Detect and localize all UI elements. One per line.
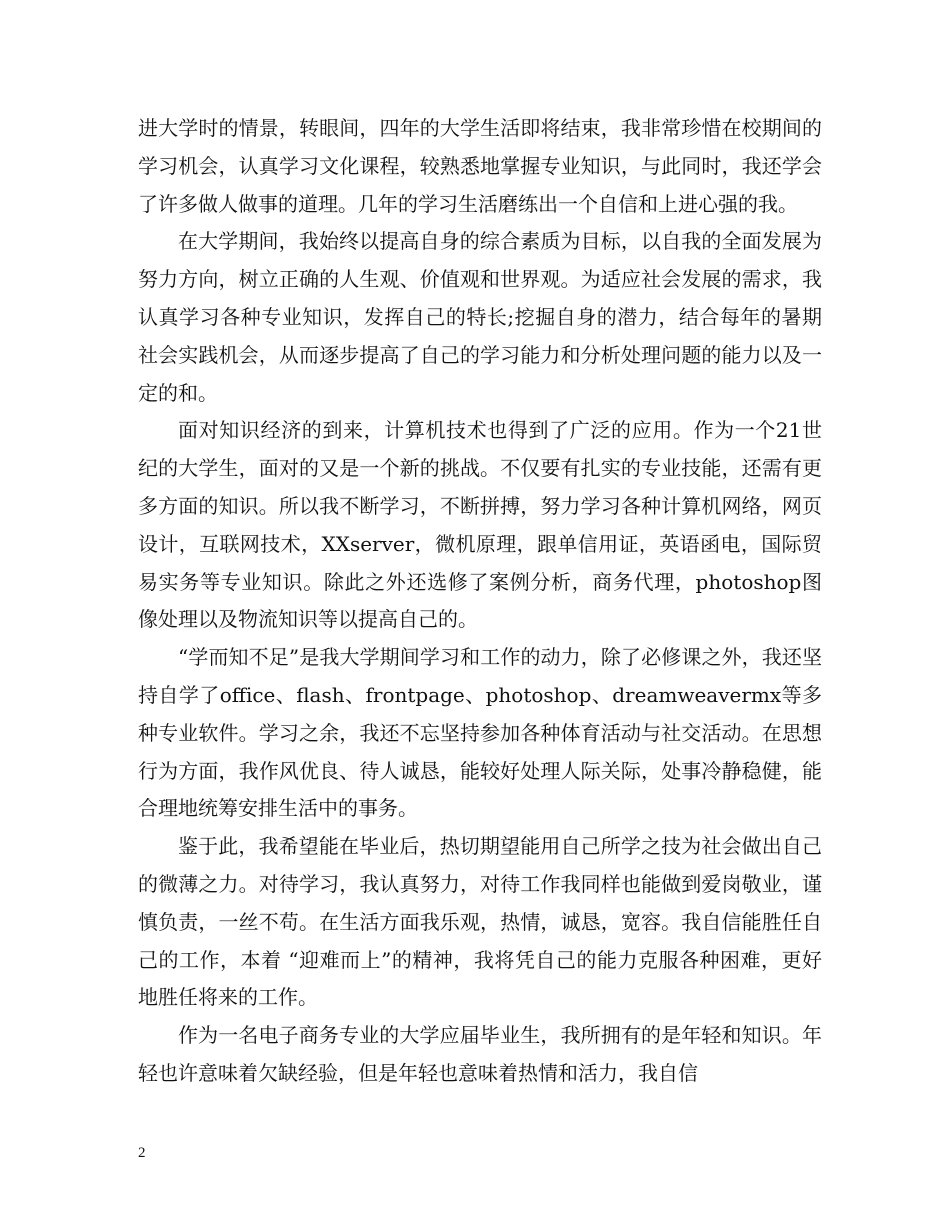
paragraph-2: 在大学期间，我始终以提高自身的综合素质为目标，以自我的全面发展为努力方向，树立正确的人生观、价值观和世界观。为适应社会发展的需求，我认真学习各种专业知识，发挥自己的特长;挖掘自身的潜力，结合每年的暑期社会实践机会，从而逐步提高了自己的学习能力和分析处理问题的能力以及一定的和。: [138, 229, 822, 405]
paragraph-5: 鉴于此，我希望能在毕业后，热切期望能用自己所学之技为社会做出自己的微薄之力。对待学习，我认真努力，对待工作我同样也能做到爱岗敬业，谨慎负责，一丝不苟。在生活方面我乐观，热情，诚恳，宽容。我自信能胜任自己的工作，本着 “迎难而上”的精神，我将凭自己的能力克服各种困难，更好地胜任将来的工作。: [138, 834, 822, 1010]
paragraph-1: 进大学时的情景，转眼间，四年的大学生活即将结束，我非常珍惜在校期间的学习机会，认真学习文化课程，较熟悉地掌握专业知识，与此同时，我还学会了许多做人做事的道理。几年的学习生活磨练出一个自信和上进心强的我。: [138, 116, 822, 216]
paragraph-3: 面对知识经济的到来，计算机技术也得到了广泛的应用。作为一个21世纪的大学生，面对的又是一个新的挑战。不仅要有扎实的专业技能，还需有更多方面的知识。所以我不断学习，不断拼搏，努力学习各种计算机网络，网页设计，互联网技术，XXserver，微机原理，跟单信用证，英语函电，国际贸易实务等专业知识。除此之外还选修了案例分析，商务代理，photoshop图像处理以及物流知识等以提高自己的。: [138, 418, 822, 632]
paragraph-4: “学而知不足”是我大学期间学习和工作的动力，除了必修课之外，我还坚持自学了office、flash、frontpage、photoshop、dreamweavermx等多种专业软件。学习之余，我还不忘坚持参加各种体育活动与社交活动。在思想行为方面，我作风优良、待人诚恳，能较好处理人际关际，处事冷静稳健，能合理地统筹安排生活中的事务。: [138, 645, 822, 821]
document-body: [138, 110, 822, 1093]
paragraph-6: 作为一名电子商务专业的大学应届毕业生，我所拥有的是年轻和知识。年轻也许意味着欠缺经验，但是年轻也意味着热情和活力，我自信: [138, 1023, 822, 1085]
page-number: 2: [138, 1145, 146, 1161]
